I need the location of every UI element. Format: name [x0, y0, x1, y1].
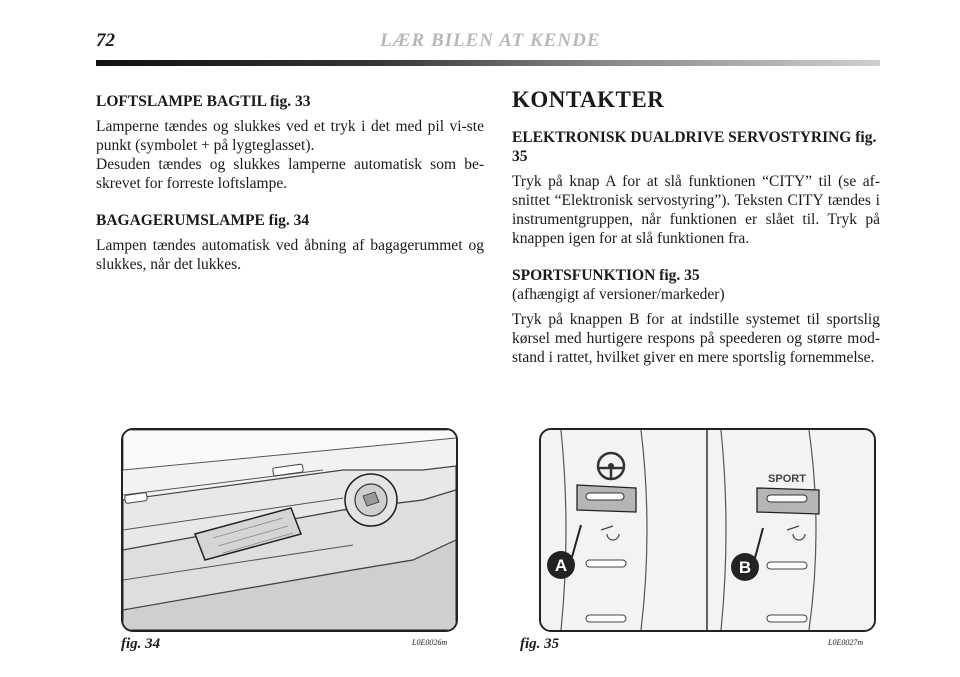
- running-title: LÆR BILEN AT KENDE: [380, 30, 601, 51]
- section-heading-sport: SPORTSFUNKTION fig. 35: [512, 267, 700, 284]
- section-body-trunk-lamp: Lampen tændes automatisk ved åbning af bagagerummet og slukkes, når det lukkes.: [96, 237, 484, 273]
- section-body-sport: Tryk på knappen B for at indstille systemet til sportslig kørsel med hurtigere respons på speederen og større mod-stand i rattet, hvilket giver en mere sportslig fornemmelse.: [512, 311, 880, 366]
- section-heading-dualdrive: ELEKTRONISK DUALDRIVE SERVOSTYRING fig. 35: [512, 129, 877, 165]
- header-rule: [96, 60, 880, 66]
- section-body-rear-lamp-2: Desuden tændes og slukkes lamperne automatisk som be-skrevet for forreste loftslampe.: [96, 156, 484, 192]
- figure-35-code: L0E0027m: [828, 638, 864, 647]
- figure-35-caption: fig. 35: [520, 636, 560, 652]
- right-column: [512, 87, 880, 367]
- figure-34-caption: fig. 34: [121, 636, 161, 652]
- section-subheading-sport: (afhængigt af versioner/markeder): [512, 286, 725, 303]
- figure-35-illustration: [539, 428, 876, 632]
- section-heading-trunk-lamp: BAGAGERUMSLAMPE fig. 34: [96, 212, 310, 229]
- section-body-dualdrive: Tryk på knap A for at slå funktionen “CITY” til (se af-snittet “Elektronisk servostyring”). Teksten CITY tændes i instrumentgruppen, når funktionen er slået til. Tryk på knappen igen for at slå funktionen fra.: [512, 173, 880, 247]
- label-a: A: [554, 556, 568, 575]
- section-body-rear-lamp: Lamperne tændes og slukkes ved et tryk i det med pil vi-ste punkt (symbolet + på lygteglasset).: [96, 118, 484, 154]
- page-number: 72: [96, 30, 115, 51]
- section-heading-rear-lamp: LOFTSLAMPE BAGTIL fig. 33: [96, 93, 311, 110]
- label-b: B: [738, 558, 752, 577]
- chapter-title: KONTAKTER: [512, 87, 665, 112]
- figure-34-illustration: [121, 428, 458, 632]
- sport-label: SPORT: [768, 473, 806, 485]
- left-column: [96, 92, 484, 274]
- figure-34-code: L0E0026m: [412, 638, 448, 647]
